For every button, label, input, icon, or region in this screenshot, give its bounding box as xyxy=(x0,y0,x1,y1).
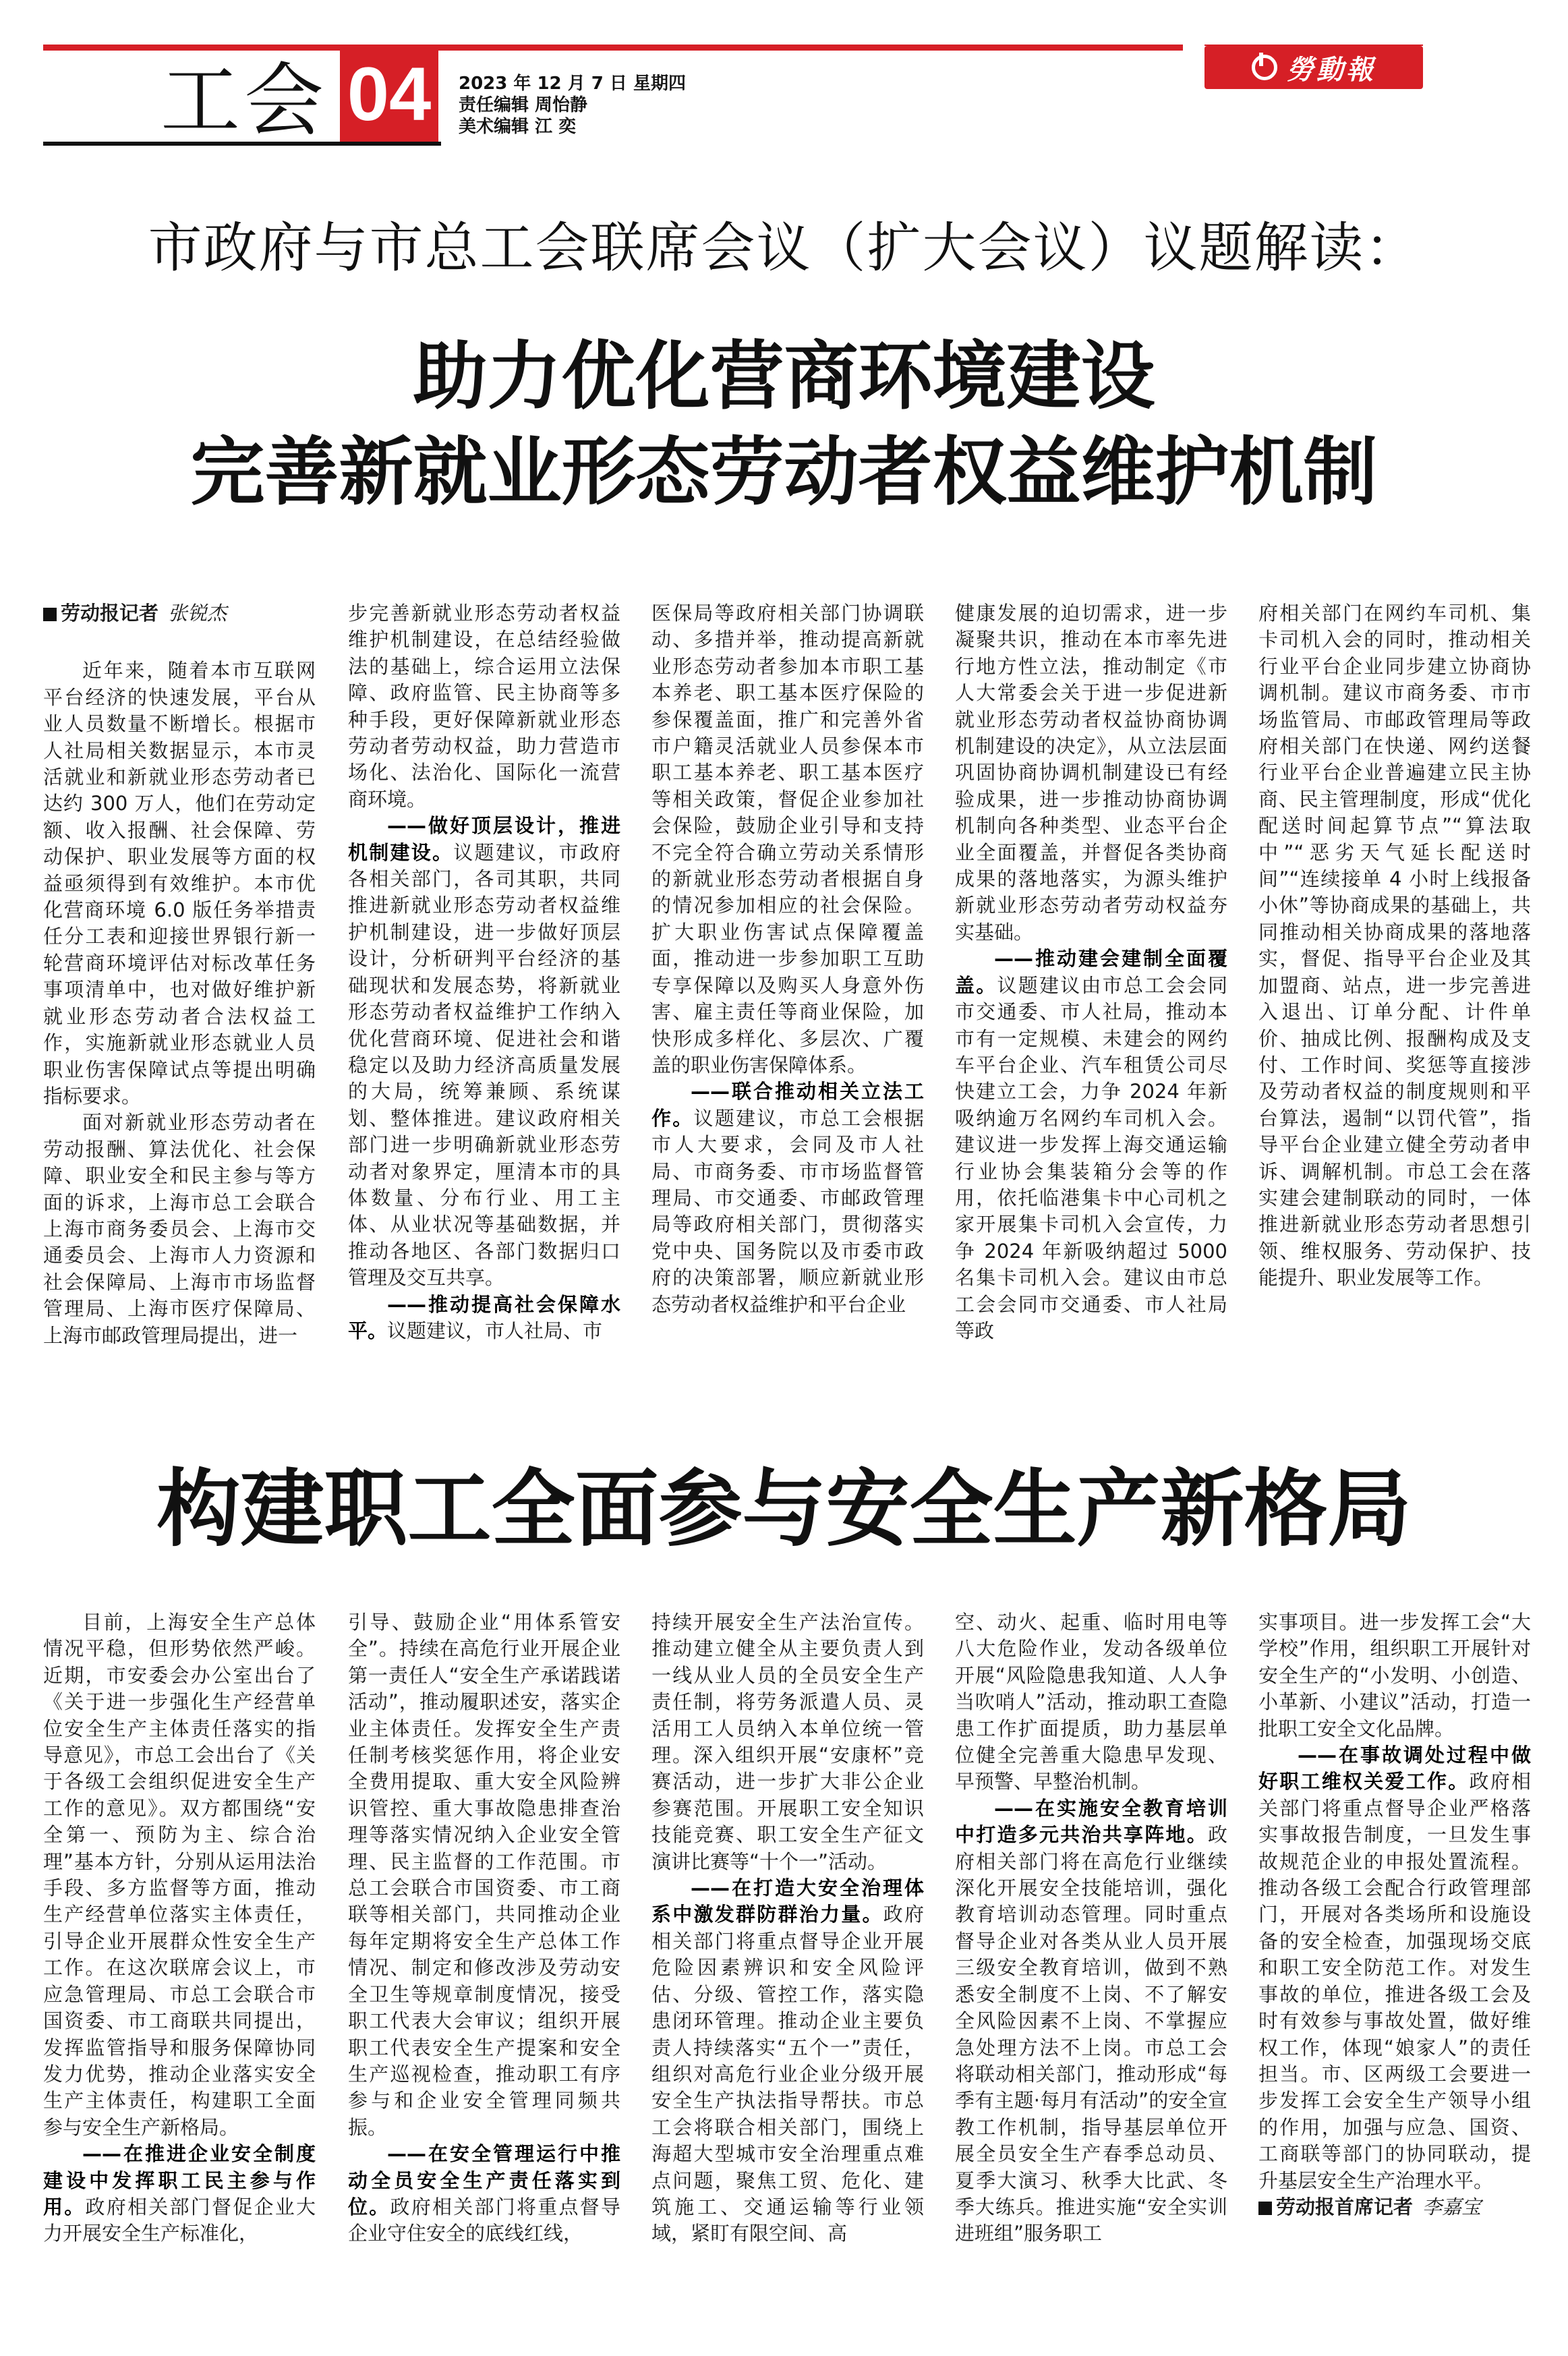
byline-square-icon xyxy=(43,608,57,621)
article2-title: 构建职工全面参与安全生产新格局 xyxy=(156,1460,1412,1558)
article2-signature: 劳动报首席记者 李嘉宝 xyxy=(1258,2194,1531,2220)
page-number: 04 xyxy=(340,47,438,142)
article2-column-1 xyxy=(43,1609,316,2247)
paragraph: 实事项目。进一步发挥工会“大学校”作用，组织职工开展针对安全生产的“小发明、小创造、小革新、小建议”活动，打造一批职工安全文化品牌。 xyxy=(1258,1611,1531,1740)
paragraph: ——做好顶层设计，推进机制建设。议题建议，市政府各相关部门，各司其职，共同推进新就业形态劳动者权益维护机制建设，进一步做好顶层设计，分析研判平台经济的基础现状和发展态势，将新就业形态劳动者权益维护工作纳入优化营商环境、促进社会和谐稳定以及助力经济高质量发展的大局，统筹兼顾、系统谋划、整体推进。建议政府相关部门进一步明确新就业形态劳动者对象界定，厘清本市的具体数量、分布行业、用工主体、从业状况等基础数据，并推动各地区、各部门数据归口管理及交互共享。 xyxy=(348,814,620,1290)
article1-column-2 xyxy=(348,600,620,1344)
newspaper-emblem-icon xyxy=(1252,55,1277,80)
paragraph: ——在实施安全教育培训中打造多元共治共享阵地。政府相关部门将在高危行业继续深化开展安全技能培训，强化教育培训动态管理。同时重点督导企业对各类从业人员开展三级安全教育培训，做到不熟悉安全制度不上岗、不了解安全风险因素不上岗、不掌握应急处理方法不上岗。市总工会将联动相关部门，推动形成“每季有主题·每月有活动”的安全宣教工作机制，指导基层单位开展全员安全生产春季总动员、夏季大演习、秋季大比武、冬季大练兵。推进实施“安全实训进班组”服务职工 xyxy=(955,1796,1227,2245)
subheading: ——在推进企业安全制度建设中发挥职工民主参与作用。 xyxy=(43,2142,316,2218)
paragraph: ——在打造大安全治理体系中激发群防群治力量。政府相关部门将重点督导企业开展危险因素辨识和安全风险评估、分级、管控工作，落实隐患闭环管理。推动企业主要负责人持续落实“五个一”责任，组织对高危行业企业分级开展安全生产执法指导帮扶。市总工会将联合相关部门，围绕上海超大型城市安全治理重点难点问题，聚焦工贸、危化、建筑施工、交通运输等行业领域，紧盯有限空间、高 xyxy=(651,1876,924,2245)
article2-column-3 xyxy=(651,1609,924,2247)
masthead-logo xyxy=(1204,46,1423,89)
paragraph: 空、动火、起重、临时用电等八大危险作业，发动各级单位开展“风险隐患我知道、人人争当吹哨人”活动，推动职工查隐患工作扩面提质，助力基层单位健全完善重大隐患早发现、早预警、早整治机制。 xyxy=(955,1611,1227,1793)
article1-column-4 xyxy=(955,600,1227,1344)
paragraph: 面对新就业形态劳动者在劳动报酬、算法优化、社会保障、职业安全和民主参与等方面的诉求，上海市总工会联合上海市商务委员会、上海市交通委员会、上海市人力资源和社会保障局、上海市市场监督管理局、上海市医疗保障局、上海市邮政管理局提出，进一 xyxy=(43,1111,316,1347)
paragraph: ——在推进企业安全制度建设中发挥职工民主参与作用。政府相关部门督促企业大力开展安全生产标准化， xyxy=(43,2142,316,2245)
subheading: ——在安全管理运行中推动全员安全生产责任落实到位。 xyxy=(348,2142,620,2218)
art-editor: 美术编辑 江 奕 xyxy=(459,117,577,137)
paragraph: ——在安全管理运行中推动全员安全生产责任落实到位。政府相关部门将重点督导企业守住安全的底线红线， xyxy=(348,2142,620,2245)
subheading: ——做好顶层设计，推进机制建设。 xyxy=(348,814,620,864)
paragraph: ——联合推动相关立法工作。议题建议，市总工会根据市人大要求，会同及市人社局、市商务委、市市场监督管理局、市交通委、市邮政管理局等政府相关部门，贯彻落实党中央、国务院以及市委市政府的决策部署，顺应新就业形态劳动者权益维护和平台企业 xyxy=(651,1080,924,1316)
top-red-rule xyxy=(43,45,1183,51)
article1-title-line2: 完善新就业形态劳动者权益维护机制 xyxy=(190,428,1378,515)
paragraph: 目前，上海安全生产总体情况平稳，但形势依然严峻。近期，市安委会办公室出台了《关于进一步强化生产经营单位安全生产主体责任落实的指导意见》，市总工会出台了《关于各级工会组织促进安全生产工作的意见》。双方都围绕“安全第一、预防为主、综合治理”基本方针，分别从运用法治手段、多方监督等方面，推动生产经营单位落实主体责任，引导企业开展群众性安全生产工作。在这次联席会议上，市应急管理局、市总工会联合市国资委、市工商联共同提出，发挥监管指导和服务保障协同发力优势，推动企业落实安全生产主体责任，构建职工全面参与安全生产新格局。 xyxy=(43,1611,316,2139)
paragraph: 步完善新就业形态劳动者权益维护机制建设，在总结经验做法的基础上，综合运用立法保障、政府监管、民主协商等多种手段，更好保障新就业形态劳动者劳动权益，助力营造市场化、法治化、国际化一流营商环境。 xyxy=(348,602,620,811)
article1-title-line1: 助力优化营商环境建设 xyxy=(413,333,1155,420)
article1-column-3 xyxy=(651,600,924,1318)
subheading: ——联合推动相关立法工作。 xyxy=(651,1080,924,1130)
paragraph: 近年来，随着本市互联网平台经济的快速发展，平台从业人员数量不断增长。根据市人社局相关数据显示，本市灵活就业和新就业形态劳动者已达约 300 万人，他们在劳动定额、收入报酬、社会保障、劳动保护、职业发展等方面的权益亟须得到有效维护。本市优化营商环境 6.0 版任务举措责任分工表和迎接世界银行新一轮营商环境评估对标改革任务事项清单中，也对做好维护新就业形态劳动者合法权益工作，实施新就业形态就业人员职业伤害保障试点等提出明确指标要求。 xyxy=(43,659,316,1108)
paragraph: 引导、鼓励企业“用体系管安全”。持续在高危行业开展企业第一责任人“安全生产承诺践诺活动”，推动履职述安，落实企业主体责任。发挥安全生产责任制考核奖惩作用，将企业安全费用提取、重大安全风险辨识管控、重大事故隐患排查治理等落实情况纳入企业安全管理、民主监督的工作范围。市总工会联合市国资委、市工商联等相关部门，共同推动企业每年定期将安全生产总体工作情况、制定和修改涉及劳动安全卫生等规章制度情况，接受职工代表大会审议；组织开展职工代表安全生产提案和安全生产巡视检查，推动职工有序参与和企业安全管理同频共振。 xyxy=(348,1611,620,2139)
paragraph: 健康发展的迫切需求，进一步凝聚共识，推动在本市率先进行地方性立法，推动制定《市人大常委会关于进一步促进新就业形态劳动者权益协商协调机制建设的决定》，从立法层面巩固协商协调机制建设已有经验成果，进一步推动协商协调机制向各种类型、业态平台企业全面覆盖，并督促各类协商成果的落地落实，为源头维护新就业形态劳动者劳动权益夯实基础。 xyxy=(955,602,1227,944)
paragraph: 府相关部门在网约车司机、集卡司机入会的同时，推动相关行业平台企业同步建立协商协调机制。建议市商务委、市市场监管局、市邮政管理局等政府相关部门在快递、网约送餐行业平台企业普遍建立民主协商、民主管理制度，形成“优化配送时间起算节点”“算法取中”“恶劣天气延长配送时间”“连续接单 4 小时上线报备小休”等协商成果的基础上，共同推动相关协商成果的落地落实，督促、指导平台企业及其加盟商、站点，进一步完善进入退出、订单分配、计件单价、抽成比例、报酬构成及支付、工作时间、奖惩等直接涉及劳动者权益的制度规则和平台算法，遏制“以罚代管”，指导平台企业建立健全劳动者申诉、调解机制。市总工会在落实建会建制联动的同时，一体推进新就业形态劳动者思想引领、维权服务、劳动保护、技能提升、职业发展等工作。 xyxy=(1258,602,1531,1290)
section-name: 工会 xyxy=(161,54,328,147)
article1-kicker: 市政府与市总工会联席会议（扩大会议）议题解读： xyxy=(148,217,1420,279)
paragraph: ——推动建会建制全面覆盖。议题建议由市总工会会同市交通委、市人社局，推动本市有一定规模、未建会的网约车平台企业、汽车租赁公司尽快建立工会，力争 2024 年新吸纳逾万名网约车司机入会。建议进一步发挥上海交通运输行业协会集装箱分会等的作用，依托临港集卡中心司机之家开展集卡司机入会宣传，力争 2024 年新吸纳超过 5000 名集卡司机入会。建议由市总工会会同市交通委、市人社局等政 xyxy=(955,947,1227,1342)
article2-column-5 xyxy=(1258,1609,1531,2220)
responsible-editor: 责任编辑 周怡静 xyxy=(459,95,588,115)
issue-date: 2023 年 12 月 7 日 星期四 xyxy=(459,74,686,94)
paragraph: 持续开展安全生产法治宣传。推动建立健全从主要负责人到一线从业人员的全员安全生产责任制，将劳务派遣人员、灵活用工人员纳入本单位统一管理。深入组织开展“安康杯”竞赛活动，进一步扩大非公企业参赛范围。开展职工安全知识技能竞赛、职工安全生产征文演讲比赛等“十个一”活动。 xyxy=(651,1611,924,1873)
subheading: ——在事故调处过程中做好职工维权关爱工作。 xyxy=(1258,1744,1531,1793)
subheading: ——在打造大安全治理体系中激发群防群治力量。 xyxy=(651,1876,924,1926)
subheading: ——在实施安全教育培训中打造多元共治共享阵地。 xyxy=(955,1796,1227,1847)
subheading: ——推动提高社会保障水平。 xyxy=(348,1292,620,1342)
paragraph: ——推动提高社会保障水平。议题建议，市人社局、市 xyxy=(348,1292,620,1342)
paragraph: ——在事故调处过程中做好职工维权关爱工作。政府相关部门将重点督导企业严格落实事故报告制度，一旦发生事故规范企业的申报处置流程。推动各级工会配合行政管理部门，开展对各类场所和设施设备的安全检查，加强现场交底和职工安全防范工作。对发生事故的单位，推进各级工会及时有效参与事故处置，做好维权工作，体现“娘家人”的责任担当。市、区两级工会要进一步发挥工会安全生产领导小组的作用，加强与应急、国资、工商联等部门的协同联动，提升基层安全生产治理水平。 xyxy=(1258,1744,1531,2192)
byline-square-icon xyxy=(1258,2202,1272,2215)
subheading: ——推动建会建制全面覆盖。 xyxy=(955,947,1227,997)
article1-column-5 xyxy=(1258,600,1531,1292)
article2-column-2 xyxy=(348,1609,620,2247)
masthead-name: 勞動報 xyxy=(1287,53,1376,86)
article1-byline: 劳动报记者 张锐杰 xyxy=(43,600,316,627)
article1-column-1 xyxy=(43,600,316,1349)
article2-column-4 xyxy=(955,1609,1227,2247)
paragraph: 医保局等政府相关部门协调联动、多措并举，推动提高新就业形态劳动者参加本市职工基本养老、职工基本医疗保险的参保覆盖面，推广和完善外省市户籍灵活就业人员参保本市职工基本养老、职工基本医疗等相关政策，督促企业参加社会保险，鼓励企业引导和支持不完全符合确立劳动关系情形的新就业形态劳动者根据自身的情况参加相应的社会保险。扩大职业伤害试点保障覆盖面，推动进一步参加职工互助专享保障以及购买人身意外伤害、雇主责任等商业保险，加快形成多样化、多层次、广覆盖的职业伤害保障体系。 xyxy=(651,602,924,1076)
